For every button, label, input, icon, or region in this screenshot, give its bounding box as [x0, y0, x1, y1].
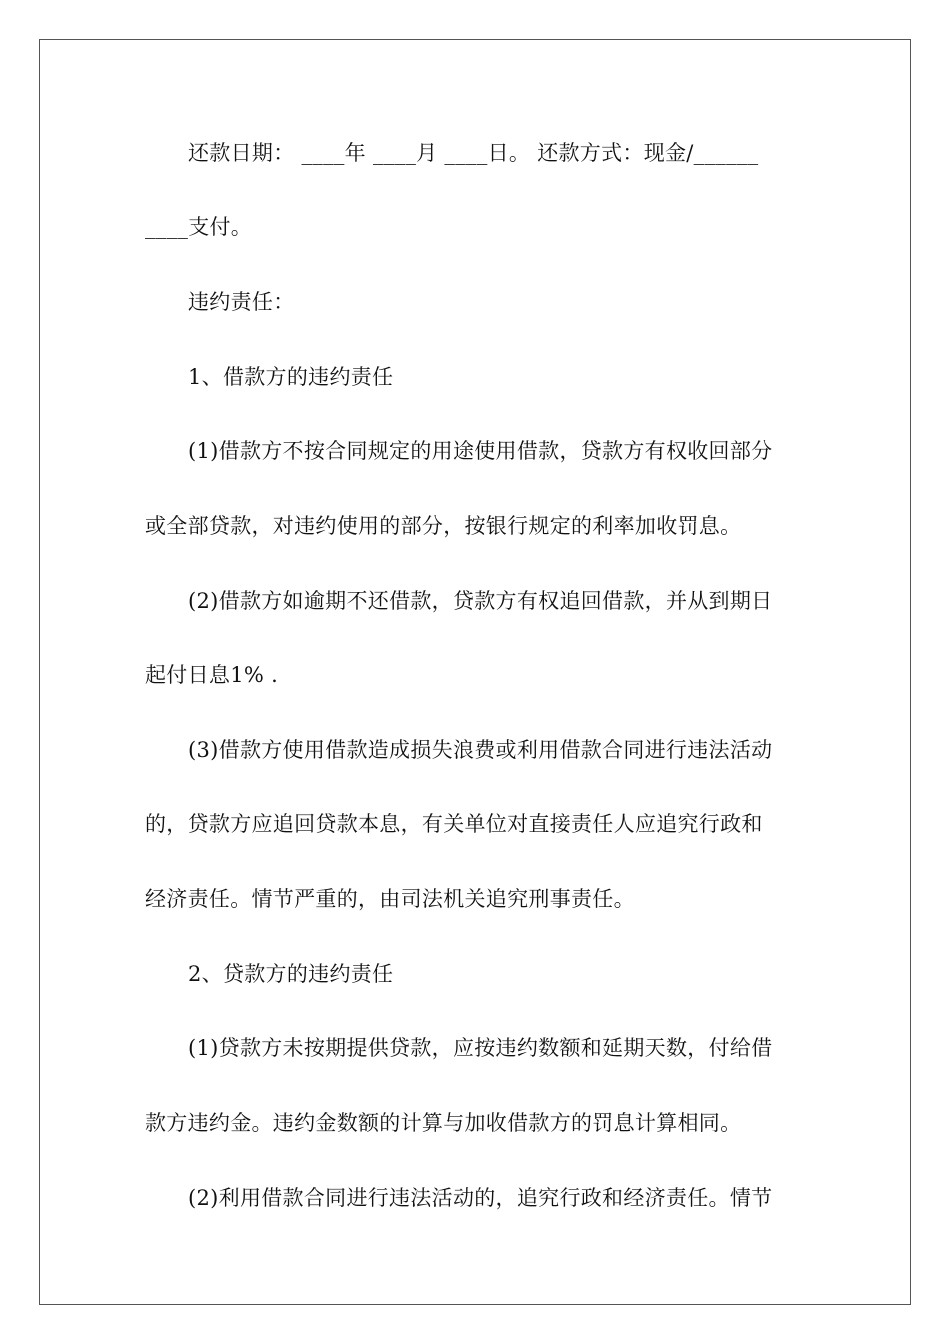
- lender-clause-2-line-1: (2)利用借款合同进行违法活动的，追究行政和经济责任。情节: [188, 1186, 773, 1210]
- borrower-clause-1-line-2: 或全部贷款，对违约使用的部分，按银行规定的利率加收罚息。: [145, 514, 742, 538]
- borrower-clause-1-line-1: (1)借款方不按合同规定的用途使用借款，贷款方有权收回部分: [188, 439, 773, 463]
- breach-liability-heading: 违约责任：: [188, 290, 295, 314]
- borrower-liability-heading: 1、借款方的违约责任: [188, 365, 394, 389]
- lender-clause-1-line-1: (1)贷款方未按期提供贷款，应按违约数额和延期天数，付给借: [188, 1036, 773, 1060]
- borrower-clause-2-line-1: (2)借款方如逾期不还借款，贷款方有权追回借款，并从到期日: [188, 589, 773, 613]
- lender-liability-heading: 2、贷款方的违约责任: [188, 962, 394, 986]
- repayment-date-line: 还款日期： ____年 ____月 ____日。 还款方式：现金/______: [188, 141, 759, 165]
- borrower-clause-2-line-2: 起付日息1% .: [145, 663, 279, 687]
- lender-clause-1-line-2: 款方违约金。违约金数额的计算与加收借款方的罚息计算相同。: [145, 1111, 742, 1135]
- borrower-clause-3-line-1: (3)借款方使用借款造成损失浪费或利用借款合同进行违法活动: [188, 738, 773, 762]
- borrower-clause-3-line-3: 经济责任。情节严重的，由司法机关追究刑事责任。: [145, 887, 635, 911]
- borrower-clause-3-line-2: 的，贷款方应追回贷款本息，有关单位对直接责任人应追究行政和: [145, 812, 763, 836]
- payment-method-continuation: ____支付。: [145, 215, 253, 239]
